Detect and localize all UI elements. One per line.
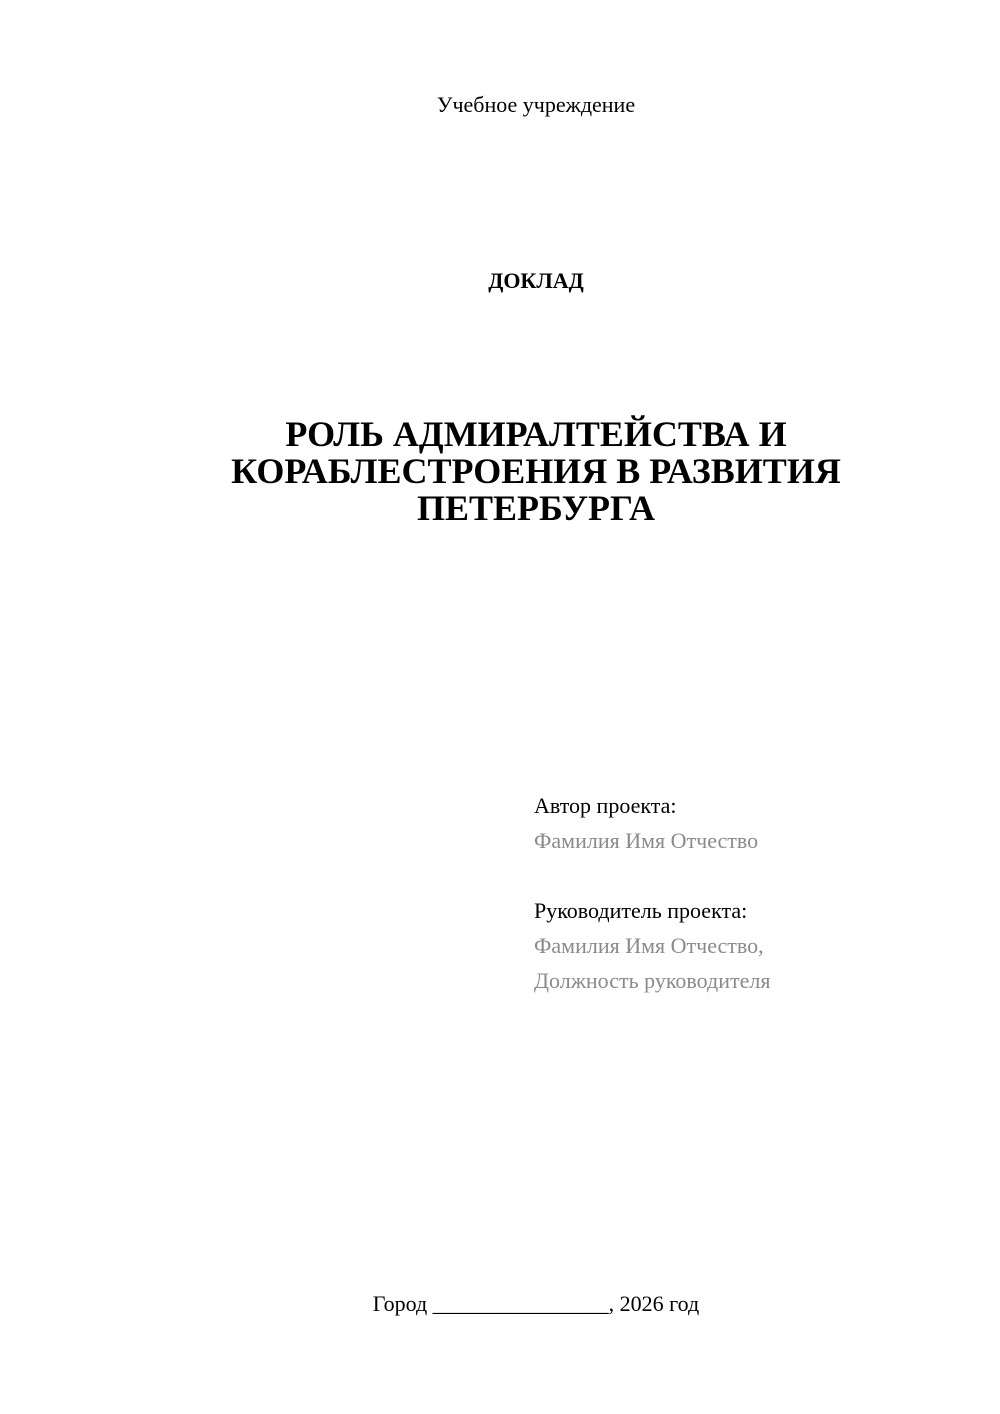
title-line-3: ПЕТЕРБУРГА: [417, 488, 655, 528]
supervisor-label: Руководитель проекта:: [534, 898, 748, 923]
author-label: Автор проекта:: [534, 793, 677, 818]
document-title: [150, 416, 922, 527]
supervisor-name: Фамилия Имя Отчество,: [534, 933, 764, 958]
title-line-1: РОЛЬ АДМИРАЛТЕЙСТВА И: [285, 414, 787, 454]
city-year-footer: Город ________________, 2026 год: [372, 1291, 700, 1316]
author-name: Фамилия Имя Отчество: [534, 828, 759, 853]
supervisor-position: Должность руководителя: [534, 968, 771, 993]
document-type: ДОКЛАД: [488, 268, 584, 293]
credits-block: [534, 788, 974, 998]
institution-name: Учебное учреждение: [436, 92, 636, 117]
title-line-2: КОРАБЛЕСТРОЕНИЯ В РАЗВИТИЯ: [231, 451, 841, 491]
spacer: [534, 858, 974, 893]
